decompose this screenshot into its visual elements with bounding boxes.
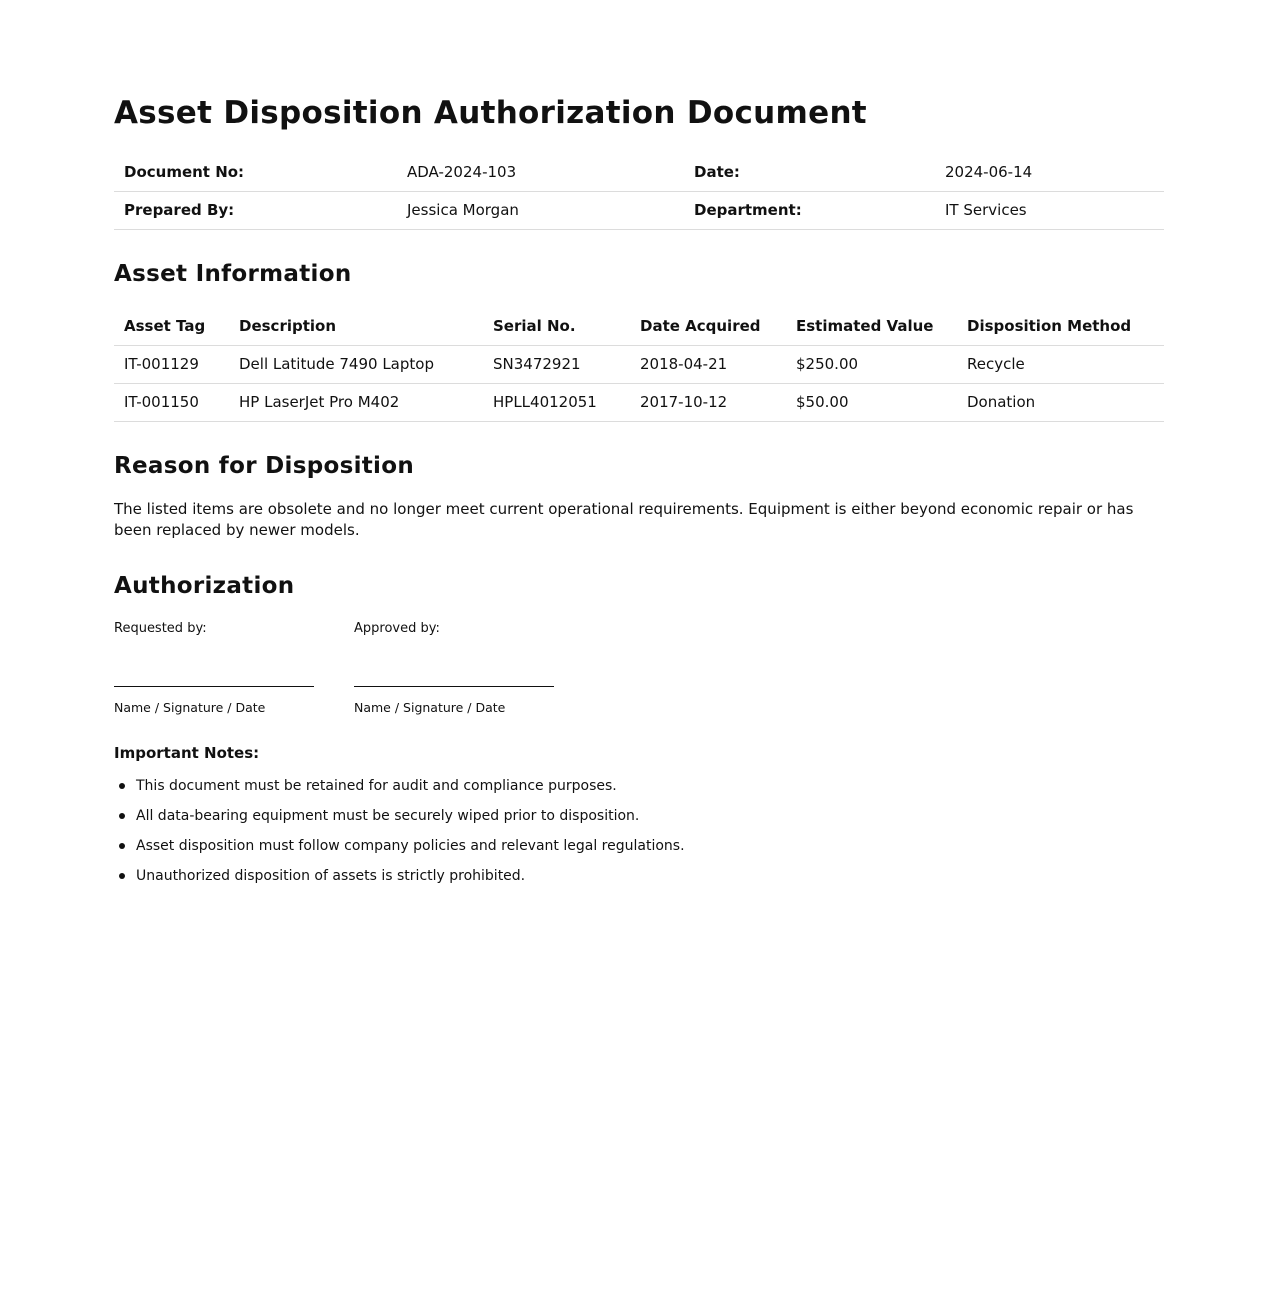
column-header-description: Description — [229, 307, 483, 345]
column-header-disposition-method: Disposition Method — [957, 307, 1164, 345]
note-text: Asset disposition must follow company policies and relevant legal regulations. — [136, 838, 685, 854]
date-acquired-cell: 2018-04-21 — [630, 345, 786, 383]
document-meta-table — [114, 153, 1164, 230]
department-value: IT Services — [935, 191, 1164, 229]
column-header-date-acquired: Date Acquired — [630, 307, 786, 345]
meta-row — [114, 191, 1164, 229]
table-row — [114, 345, 1164, 383]
prepared-by-value: Jessica Morgan — [397, 191, 684, 229]
authorization-heading: Authorization — [114, 573, 295, 599]
asset-tag-cell: IT-001150 — [114, 383, 229, 421]
list-item — [114, 806, 685, 836]
signature-line — [354, 686, 554, 687]
estimated-value-cell: $250.00 — [786, 345, 957, 383]
serial-no-cell: HPLL4012051 — [483, 383, 630, 421]
requested-by-signature-block — [114, 620, 314, 716]
column-header-asset-tag: Asset Tag — [114, 307, 229, 345]
signature-caption: Name / Signature / Date — [114, 700, 266, 715]
disposition-method-cell: Recycle — [957, 345, 1164, 383]
date-label: Date: — [684, 153, 935, 191]
bullet-icon — [119, 813, 125, 819]
column-header-serial-no: Serial No. — [483, 307, 630, 345]
bullet-icon — [119, 783, 125, 789]
description-cell: Dell Latitude 7490 Laptop — [229, 345, 483, 383]
estimated-value-cell: $50.00 — [786, 383, 957, 421]
note-text: Unauthorized disposition of assets is strictly prohibited. — [136, 868, 526, 884]
list-item — [114, 776, 685, 806]
approved-by-signature-block — [354, 620, 554, 716]
table-row — [114, 383, 1164, 421]
reason-heading: Reason for Disposition — [114, 453, 415, 479]
bullet-icon — [119, 843, 125, 849]
asset-table-header-row — [114, 307, 1164, 345]
list-item — [114, 866, 685, 896]
important-notes-title: Important Notes: — [114, 744, 260, 762]
signature-line — [114, 686, 314, 687]
prepared-by-label: Prepared By: — [114, 191, 397, 229]
date-acquired-cell: 2017-10-12 — [630, 383, 786, 421]
asset-information-heading: Asset Information — [114, 261, 352, 287]
document-no-label: Document No: — [114, 153, 397, 191]
document-title: Asset Disposition Authorization Document — [114, 95, 867, 131]
list-item — [114, 836, 685, 866]
column-header-estimated-value: Estimated Value — [786, 307, 957, 345]
description-cell: HP LaserJet Pro M402 — [229, 383, 483, 421]
serial-no-cell: SN3472921 — [483, 345, 630, 383]
reason-text: The listed items are obsolete and no longer meet current operational requirements. Equipment is either beyond economic repair or has been replaced by newer models. — [114, 500, 1134, 539]
note-text: All data-bearing equipment must be securely wiped prior to disposition. — [136, 808, 640, 824]
bullet-icon — [119, 873, 125, 879]
approved-by-label: Approved by: — [354, 621, 440, 636]
important-notes-list — [114, 776, 685, 896]
signature-caption: Name / Signature / Date — [354, 700, 506, 715]
meta-row — [114, 153, 1164, 191]
department-label: Department: — [684, 191, 935, 229]
asset-table — [114, 307, 1164, 422]
note-text: This document must be retained for audit and compliance purposes. — [136, 778, 617, 794]
requested-by-label: Requested by: — [114, 621, 207, 636]
disposition-method-cell: Donation — [957, 383, 1164, 421]
document-no-value: ADA-2024-103 — [397, 153, 684, 191]
date-value: 2024-06-14 — [935, 153, 1164, 191]
asset-tag-cell: IT-001129 — [114, 345, 229, 383]
